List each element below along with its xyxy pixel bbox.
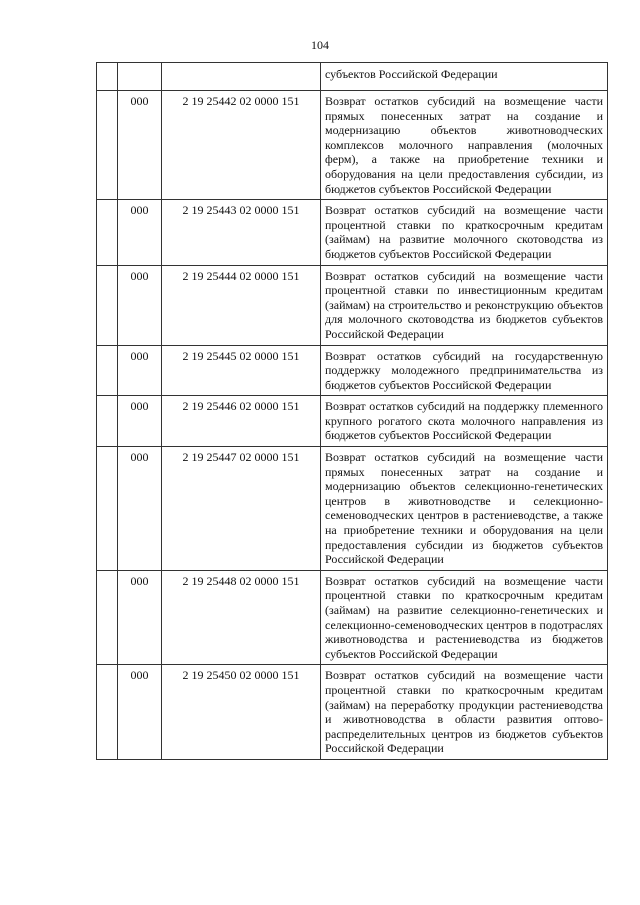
budget-code-cell: 2 19 25450 02 0000 151	[162, 665, 321, 760]
description-cell: Возврат остатков субсидий на возмещение части процентной ставки по краткосрочным кредитам (займам) на развитие молочного скотоводства из бюджетов субъектов Российской Федерации	[321, 200, 608, 265]
description-cell: Возврат остатков субсидий на возмещение части процентной ставки по инвестиционным кредитам (займам) на строительство и реконструкцию объектов для молочного скотоводства из бюджетов субъектов Российской Федерации	[321, 265, 608, 345]
table-row	[97, 665, 608, 760]
description-cell: Возврат остатков субсидий на поддержку племенного крупного рогатого скота молочного направления из бюджетов субъектов Российской Федерации	[321, 396, 608, 447]
table-cell-empty	[97, 200, 118, 265]
budget-code-cell: 2 19 25442 02 0000 151	[162, 91, 321, 200]
admin-code-cell: 000	[118, 265, 162, 345]
budget-code-cell: 2 19 25447 02 0000 151	[162, 447, 321, 571]
description-cell: Возврат остатков субсидий на возмещение части прямых понесенных затрат на создание и модернизацию объектов селекционно-генетических центров в животноводстве и селекционно-семеноводческих центров в растениеводстве, а также на приобретение техники и оборудования на цели предоставления субсидии из бюджетов субъектов Российской Федерации	[321, 447, 608, 571]
budget-code-cell: 2 19 25446 02 0000 151	[162, 396, 321, 447]
admin-code-cell: 000	[118, 200, 162, 265]
table-row	[97, 200, 608, 265]
admin-code-cell: 000	[118, 447, 162, 571]
table-cell-empty	[97, 665, 118, 760]
table-cell-empty	[97, 63, 118, 91]
table-row	[97, 91, 608, 200]
table-cell-empty	[97, 345, 118, 396]
admin-code-cell: 000	[118, 570, 162, 665]
description-cell: Возврат остатков субсидий на возмещение части процентной ставки по краткосрочным кредитам (займам) на переработку продукции растениеводства и животноводства в области развития оптово-распределительных центров из бюджетов субъектов Российской Федерации	[321, 665, 608, 760]
description-cell: Возврат остатков субсидий на возмещение части прямых понесенных затрат на создание и модернизацию объектов животноводческих комплексов молочного направления (молочных ферм), а также на приобретение техники и оборудования на цели предоставления субсидии, из бюджетов субъектов Российской Федерации	[321, 91, 608, 200]
description-cell: Возврат остатков субсидий на возмещение части процентной ставки по краткосрочным кредитам (займам) на развитие селекционно-генетических и селекционно-семеноводческих центров в подотраслях животноводства и растениеводства из бюджетов субъектов Российской Федерации	[321, 570, 608, 665]
admin-code-cell: 000	[118, 345, 162, 396]
table-row-continuation	[97, 63, 608, 91]
admin-code-cell: 000	[118, 91, 162, 200]
table-cell-empty	[97, 396, 118, 447]
budget-code-cell: 2 19 25444 02 0000 151	[162, 265, 321, 345]
table-cell-empty	[97, 265, 118, 345]
table-row	[97, 345, 608, 396]
budget-classification-table	[96, 62, 608, 760]
table-cell-empty	[162, 63, 321, 91]
table-row	[97, 396, 608, 447]
table-row	[97, 265, 608, 345]
description-cell: Возврат остатков субсидий на государственную поддержку молодежного предпринимательства из бюджетов субъектов Российской Федерации	[321, 345, 608, 396]
admin-code-cell: 000	[118, 665, 162, 760]
table-cell-empty	[97, 570, 118, 665]
page-number: 104	[311, 38, 329, 52]
table-cell-empty	[97, 447, 118, 571]
budget-code-cell: 2 19 25443 02 0000 151	[162, 200, 321, 265]
table-cell-empty	[97, 91, 118, 200]
table-cell-empty	[118, 63, 162, 91]
table-row	[97, 447, 608, 571]
budget-code-cell: 2 19 25445 02 0000 151	[162, 345, 321, 396]
description-cell: субъектов Российской Федерации	[321, 63, 608, 91]
table-row	[97, 570, 608, 665]
budget-code-cell: 2 19 25448 02 0000 151	[162, 570, 321, 665]
admin-code-cell: 000	[118, 396, 162, 447]
